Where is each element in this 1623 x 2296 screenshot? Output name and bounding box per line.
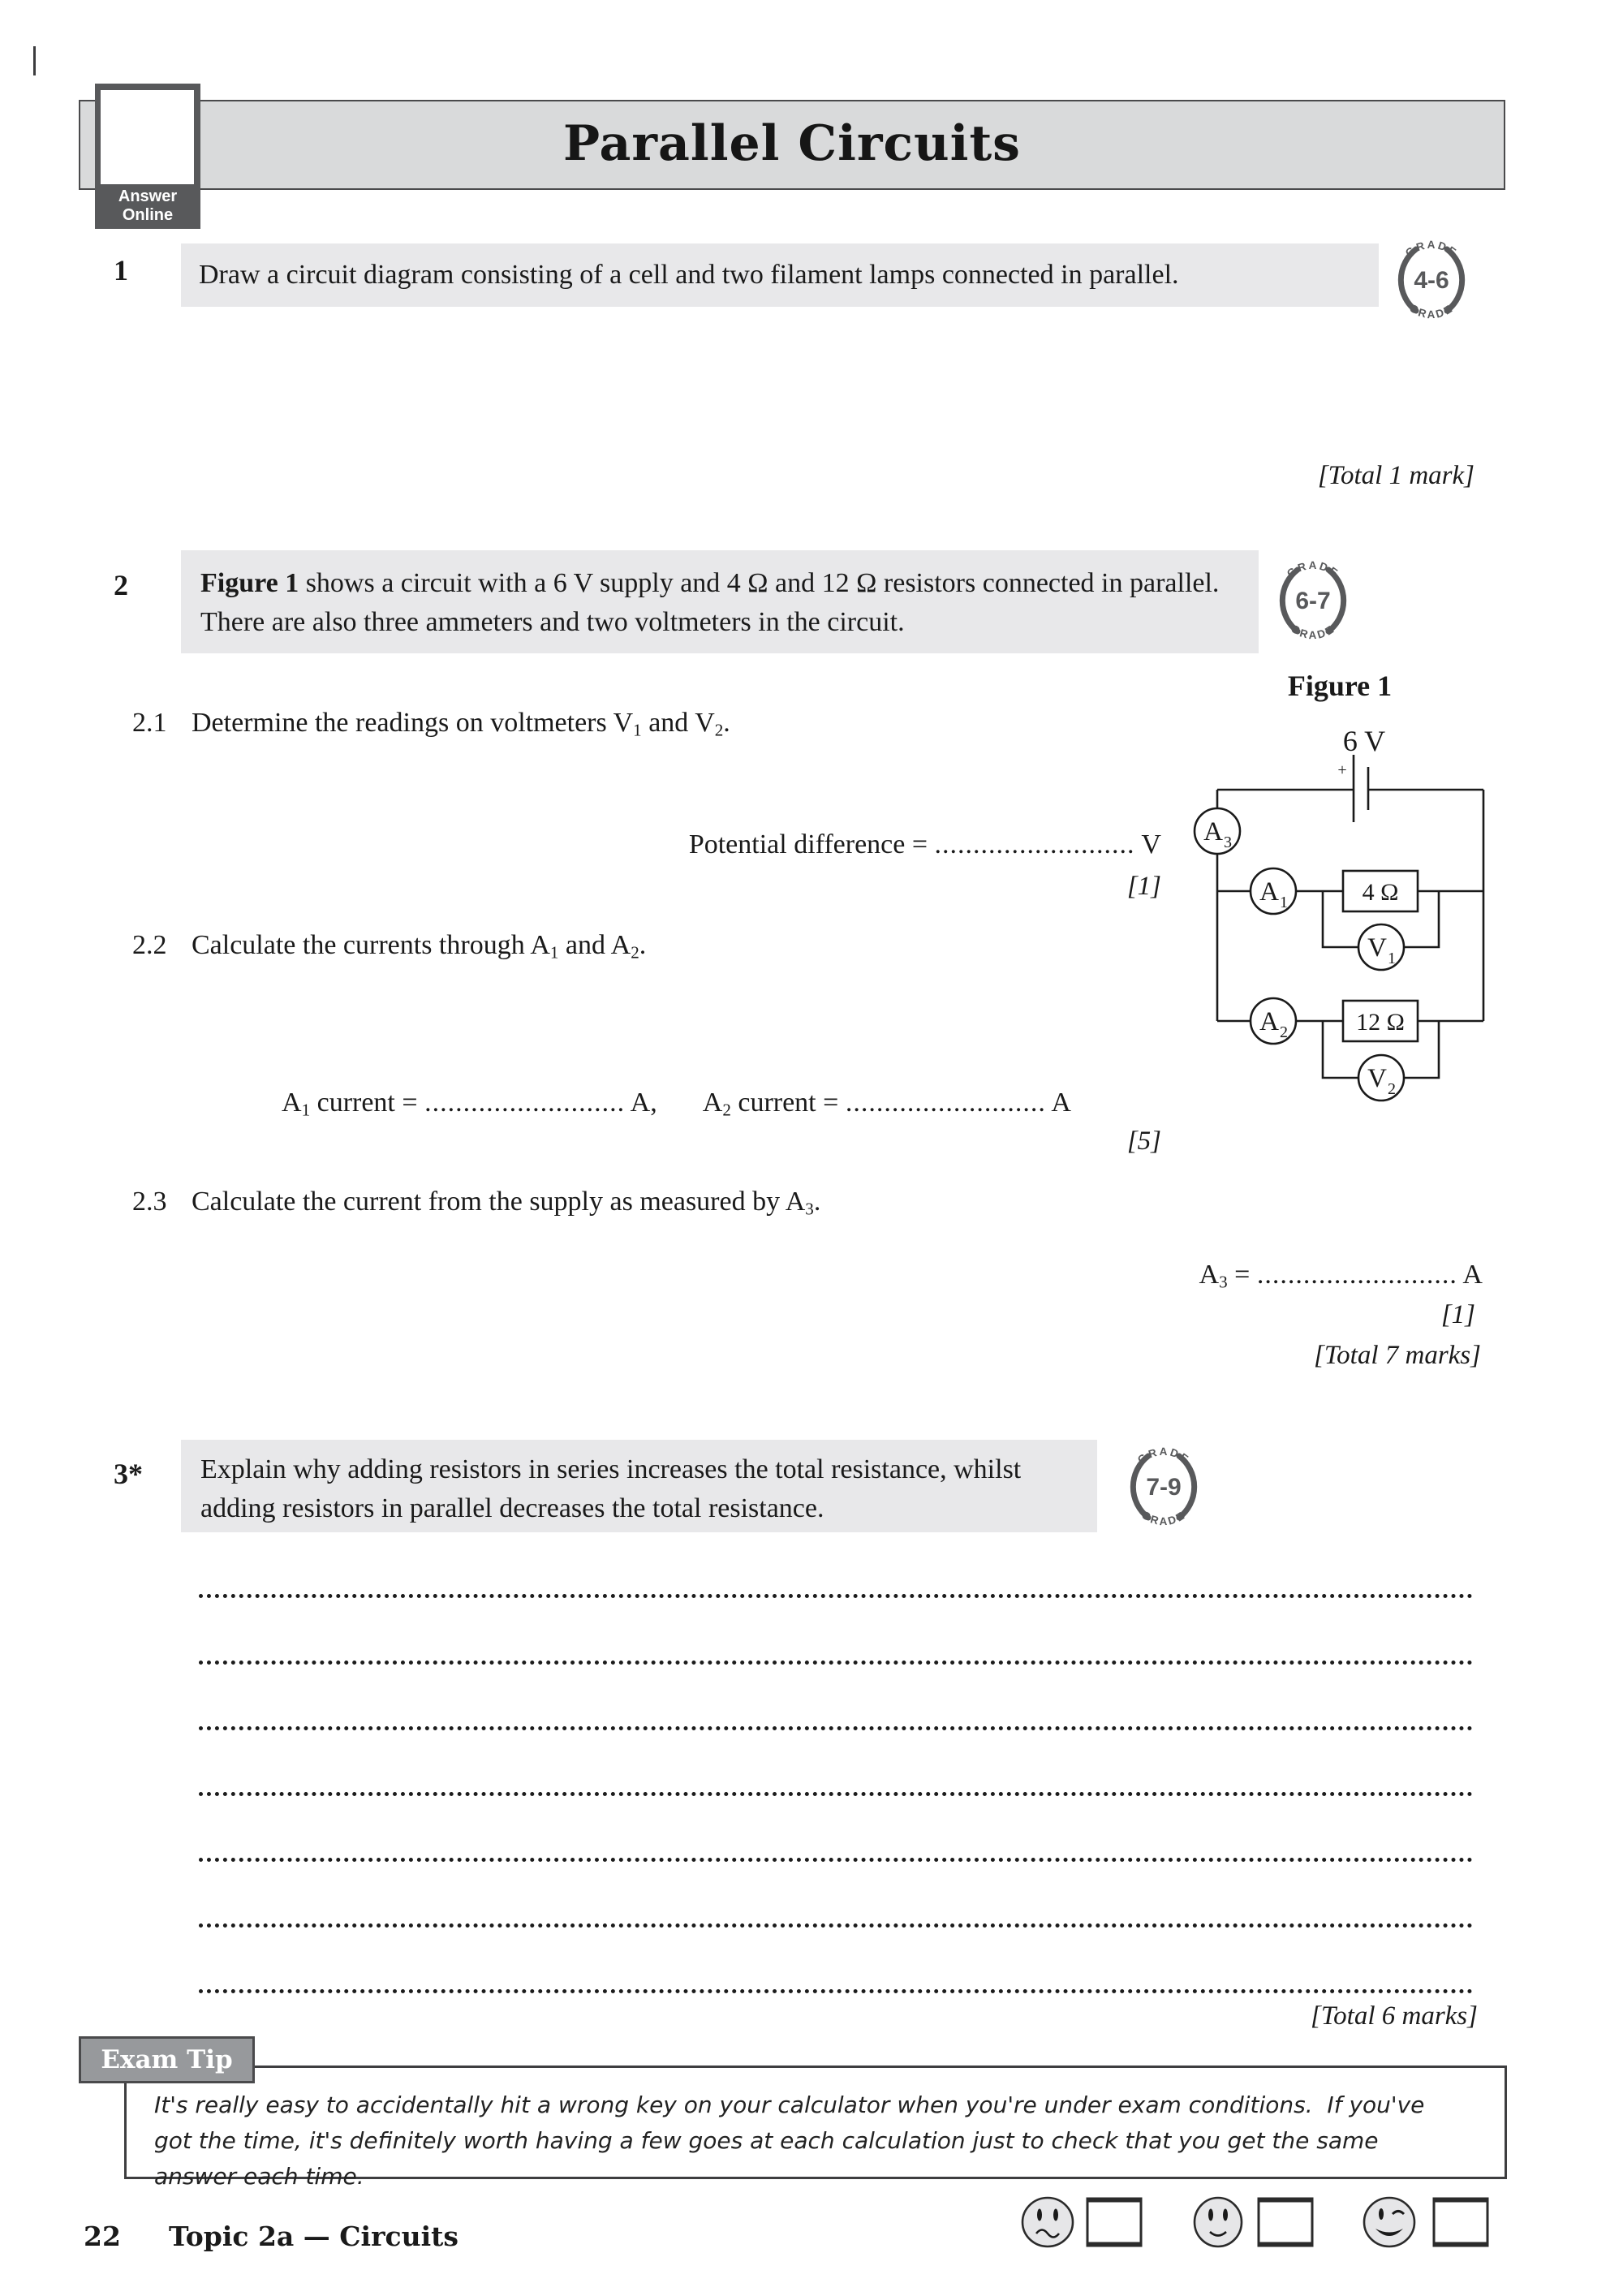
svg-text:GRADE (1407, 302, 1456, 321)
exam-tip-text: It's really easy to accidentally hit a wrong key on your calculator when you're under exam conditions. If you've got the time, it's definitely worth having a few goes at each calculation just to check that you get the same answer each time. (154, 2091, 1432, 2190)
ammeter-a3-label: A (1203, 817, 1223, 846)
grade-word-bottom: GRADE (1288, 622, 1338, 642)
grade-badge-q3 (1121, 1445, 1206, 1529)
svg-text:GRADE (1135, 1445, 1192, 1467)
answer-online-tag[interactable] (95, 84, 200, 229)
grade-range-q3: 7-9 (1146, 1474, 1182, 1501)
self-assessment-strip (1018, 2191, 1497, 2256)
question-2-figure-ref: Figure 1 (200, 568, 299, 598)
question-2-2-row: 2.2 Calculate the currents through $A_1$ and $A_2$. (132, 930, 647, 963)
question-2-1-row: 2.1 Determine the readings on voltmeters $V_1$ and $V_2$. (132, 708, 730, 740)
answer-line-5[interactable] (199, 1853, 1473, 1862)
voltmeter-v1-subscript: 1 (1388, 950, 1396, 967)
exam-tip-label: Exam Tip (79, 2036, 255, 2083)
potential-difference-unit: V (1134, 829, 1161, 859)
question-2-1-number: 2.1 (132, 708, 167, 738)
a3-current-answer-field[interactable]: .......................... (1256, 1260, 1457, 1290)
page-title: Parallel Circuits (563, 115, 1021, 172)
grade-word-top: GRADE (1285, 558, 1342, 580)
page-number: 22 (84, 2221, 121, 2252)
resistor-4ohm-label: 4 Ω (1362, 879, 1399, 906)
smiley-ok-icon (1195, 2198, 1242, 2246)
answer-line-2[interactable] (199, 1656, 1473, 1665)
self-assessment-checkbox-2[interactable] (1259, 2199, 1312, 2246)
badge-paren-right-icon (1328, 570, 1344, 631)
a1-current-label: A (282, 1088, 302, 1118)
grade-word-top: GRADE (1403, 238, 1461, 260)
voltmeter-v2-subscript: 2 (1388, 1080, 1396, 1098)
smiley-happy-icon (1364, 2198, 1414, 2246)
ammeter-a2-subscript: 2 (1280, 1023, 1288, 1041)
question-2-1-text: Determine the readings on voltmeters V (192, 708, 634, 738)
question-2-text: shows a circuit with a 6 V supply and 4 Ω and 12 Ω resistors connected in parallel. There are also three ammeters and two voltmeters in the circuit. (200, 568, 1233, 637)
figure-1-caption: Figure 1 (1287, 670, 1393, 702)
potential-difference-label: Potential difference = (688, 829, 935, 859)
q2-total-marks: [Total 7 marks] (1313, 1341, 1481, 1370)
self-assessment-checkbox-1[interactable] (1087, 2199, 1141, 2246)
answer-line-6[interactable] (199, 1919, 1473, 1928)
grade-word-bottom: GRADE (1139, 1508, 1189, 1528)
answer-online-label: Answer Online (118, 187, 178, 224)
badge-paren-right-icon (1447, 249, 1462, 311)
currents-answer-row: $A_1$ current = .......................... A, $A_2$ current = .......................... A (282, 1088, 1071, 1120)
q2-2-mark: [5] (1126, 1126, 1161, 1156)
question-2-2-number: 2.2 (132, 930, 167, 960)
question-1-number: 1 (114, 254, 128, 286)
topic-label: Topic 2a — Circuits (169, 2221, 458, 2252)
q2-1-mark: [1] (1126, 872, 1161, 901)
battery-plus-sign: + (1337, 761, 1347, 779)
smiley-unsure-icon (1022, 2198, 1073, 2246)
answer-line-3[interactable] (199, 1721, 1473, 1730)
ammeter-a1-label: A (1259, 877, 1279, 907)
question-3-box (181, 1440, 1097, 1532)
answer-line-7[interactable] (199, 1984, 1473, 1993)
self-assessment-checkbox-3[interactable] (1434, 2199, 1487, 2246)
question-1-box (181, 243, 1379, 307)
question-3-number: 3* (114, 1458, 143, 1490)
grade-range-q1: 4-6 (1414, 267, 1449, 294)
a1-current-answer-field[interactable]: .......................... (424, 1088, 626, 1118)
a2-current-answer-field[interactable]: .......................... (845, 1088, 1046, 1118)
ammeter-a2-label: A (1259, 1007, 1279, 1036)
question-2-2-text: Calculate the currents through A (192, 930, 550, 960)
supply-voltage-label: 6 V (1342, 725, 1386, 757)
grade-range-q2: 6-7 (1295, 588, 1331, 614)
grade-word-top: GRADE (1135, 1445, 1193, 1467)
exam-tip-box (124, 2066, 1507, 2190)
q3-total-marks: [Total 6 marks] (1310, 2001, 1478, 2031)
svg-text:GRADE (1403, 239, 1460, 260)
svg-text:GRADE (1139, 1509, 1188, 1527)
qr-code-placeholder (101, 90, 194, 184)
voltmeter-v1-label: V (1367, 933, 1387, 963)
question-1-text: Draw a circuit diagram consisting of a cell and two filament lamps connected in parallel. (199, 260, 1179, 290)
a3-current-label: A (1199, 1260, 1220, 1290)
a2-current-label: A (702, 1088, 723, 1118)
answer-line-1[interactable] (199, 1589, 1473, 1598)
question-2-box (181, 550, 1259, 653)
svg-text:GRADE (1289, 622, 1337, 641)
title-banner (79, 100, 1505, 190)
page-trim-mark (33, 46, 36, 75)
potential-difference-answer-field[interactable]: .......................... (934, 829, 1135, 859)
answer-line-4[interactable] (199, 1787, 1473, 1796)
question-3-text: Explain why adding resistors in series increases the total resistance, whilst adding resistors in parallel decreases the total resistance. (200, 1454, 1028, 1523)
question-2-3-number: 2.3 (132, 1187, 167, 1217)
voltmeter-v2-label: V (1367, 1064, 1387, 1093)
grade-badge-q2 (1271, 558, 1355, 643)
badge-paren-right-icon (1179, 1456, 1195, 1518)
question-2-3-row: 2.3 Calculate the current from the supply as measured by $A_3$. (132, 1187, 821, 1219)
grade-word-bottom: GRADE (1406, 301, 1457, 321)
question-2-3-text: Calculate the current from the supply as measured by A (192, 1187, 806, 1217)
potential-difference-answer-row (689, 829, 1161, 860)
grade-badge-q1 (1389, 238, 1474, 322)
q1-total-marks: [Total 1 mark] (1317, 461, 1474, 490)
resistor-12ohm-label: 12 Ω (1356, 1009, 1405, 1036)
figure-1-circuit-diagram (1191, 714, 1493, 1120)
ammeter-a1-subscript: 1 (1280, 894, 1288, 911)
a3-answer-row: $A_3$ = .......................... A (1199, 1260, 1483, 1292)
ammeter-a3-subscript: 3 (1224, 834, 1232, 851)
question-2-number: 2 (114, 569, 128, 601)
svg-text:GRADE (1285, 559, 1341, 580)
q2-3-mark: [1] (1440, 1300, 1475, 1329)
